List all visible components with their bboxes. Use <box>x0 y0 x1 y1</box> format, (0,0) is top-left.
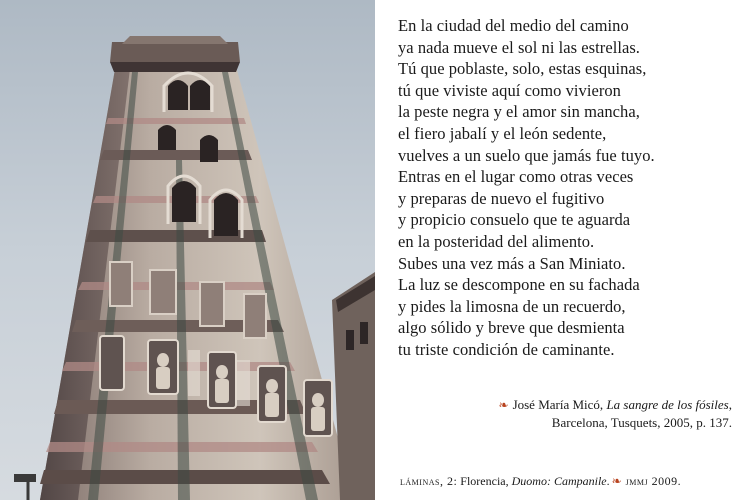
fleuron-icon: ❧ <box>611 474 622 488</box>
plate-caption <box>400 474 681 489</box>
plate-series: láminas, 2: <box>400 474 458 488</box>
poem-line: Entras en el lugar como otras veces <box>398 167 634 187</box>
poem-line: ya nada mueve el sol ni las estrellas. <box>398 37 640 57</box>
citation-author: José María Micó, <box>512 397 607 412</box>
fleuron-icon: ❧ <box>498 398 509 412</box>
plate-place: Florencia, <box>457 474 512 488</box>
poem-line: La luz se descompone en su fachada <box>398 275 640 295</box>
poem-line: tu triste condición de caminante. <box>398 339 615 359</box>
poem-line: vuelves a un suelo que jamás fue tuyo. <box>398 145 655 165</box>
plate-period: . <box>606 474 610 488</box>
citation-author-line <box>499 396 733 414</box>
poem-line: y propicio consuelo que te aguarda <box>398 210 631 230</box>
poem-line: en la posteridad del alimento. <box>398 231 595 251</box>
poem-line: la peste negra y el amor sin mancha, <box>398 102 640 122</box>
citation-book-title: La sangre de los fósiles <box>606 397 729 412</box>
poem-line: Subes una vez más a San Miniato. <box>398 253 626 273</box>
poem-line: el fiero jabalí y el león sedente, <box>398 123 607 143</box>
plate-credit: jmmj 2009. <box>625 474 682 488</box>
poem-line: algo sólido y breve que desmienta <box>398 318 625 338</box>
poem-line: Tú que poblaste, solo, estas esquinas, <box>398 59 647 79</box>
poem-line: y pides la limosna de un recuerdo, <box>398 296 626 316</box>
citation-comma: , <box>728 397 732 412</box>
poem-line: En la ciudad del medio del camino <box>398 16 629 35</box>
poem-text <box>398 15 738 361</box>
poem-line: y preparas de nuevo el fugitivo <box>398 188 605 208</box>
poem-citation <box>499 396 733 432</box>
citation-publication: Barcelona, Tusquets, 2005, p. 137. <box>551 415 732 430</box>
plate-subject: Duomo: Campanile <box>511 474 607 488</box>
poem-line: tú que viviste aquí como vivieron <box>398 80 621 100</box>
